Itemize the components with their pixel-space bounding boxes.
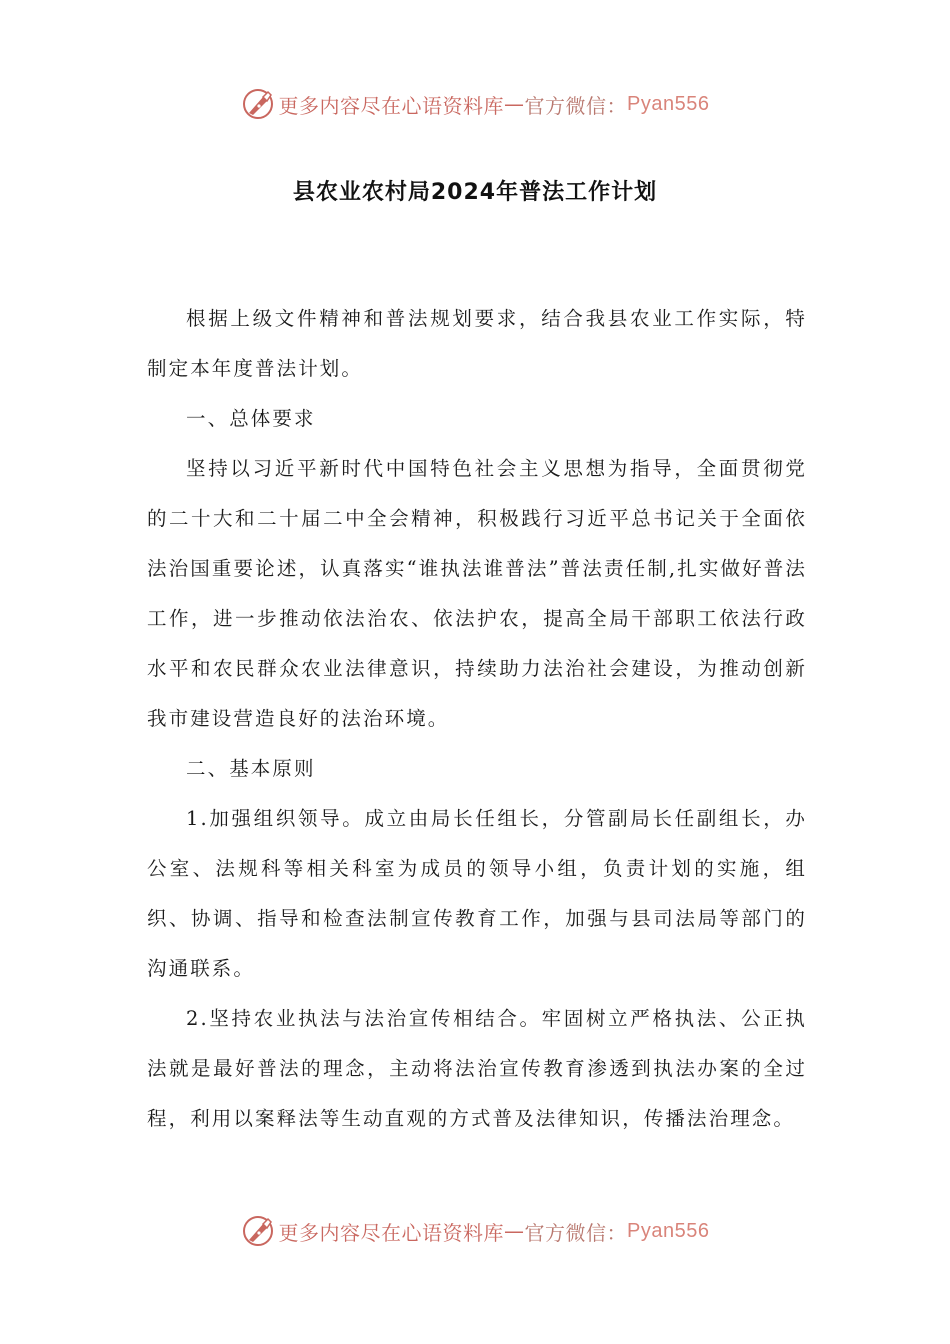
paragraph-intro: 根据上级文件精神和普法规划要求，结合我县农业工作实际，特制定本年度普法计划。 [147,307,807,380]
pen-nib-logo-icon [241,1214,275,1248]
watermark-wechat-label: 官方微信： [524,93,628,118]
pen-nib-logo-icon [241,87,275,121]
watermark-text: 更多内容尽在心语资料库 [278,93,505,118]
header-watermark [0,84,950,124]
watermark-wechat-id: Pyan556 [627,1219,710,1242]
paragraph-principle-2: 2.坚持农业执法与法治宣传相结合。牢固树立严格执法、公正执法就是最好普法的理念，主动将法治宣传教育渗透到执法办案的全过程，利用以案释法等生动直观的方式普及法律知识，传播法治理念。 [147,1007,807,1130]
footer-watermark [0,1211,950,1251]
section-heading-basic-principles: 二、基本原则 [186,757,316,780]
watermark-wechat-label: 官方微信： [524,1220,628,1245]
watermark-wechat-id: Pyan556 [627,92,710,115]
paragraph-principle-1: 1.加强组织领导。成立由局长任组长，分管副局长任副组长，办公室、法规科等相关科室为成员的领导小组，负责计划的实施，组织、协调、指导和检查法制宣传教育工作，加强与县司法局等部门的沟通联系。 [147,807,807,980]
section-heading-general-requirements: 一、总体要求 [186,407,316,430]
watermark-separator: — [504,92,525,116]
document-title: 县农业农村局2024年普法工作计划 [292,180,658,205]
paragraph-general-requirements: 坚持以习近平新时代中国特色社会主义思想为指导，全面贯彻党的二十大和二十届二中全会精神，积极践行习近平总书记关于全面依法治国重要论述，认真落实“谁执法谁普法”普法责任制,扎实做好普法工作，进一步推动依法治农、依法护农，提高全局干部职工依法行政水平和农民群众农业法律意识，持续助力法治社会建设，为推动创新我市建设营造良好的法治环境。 [147,457,807,730]
watermark-separator: — [504,1219,525,1243]
watermark-text: 更多内容尽在心语资料库 [278,1220,505,1245]
document-body [147,294,807,1144]
